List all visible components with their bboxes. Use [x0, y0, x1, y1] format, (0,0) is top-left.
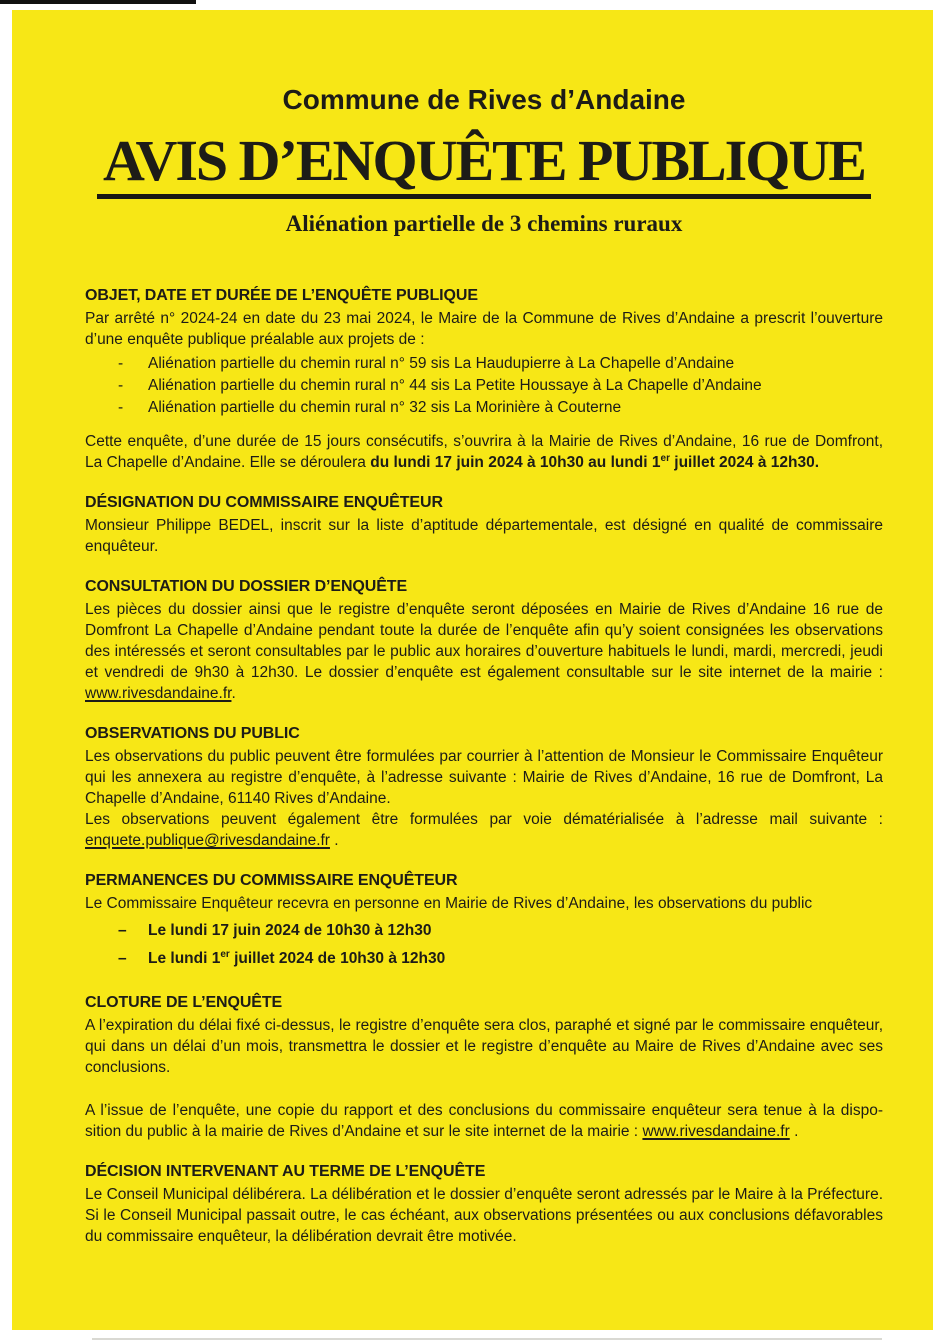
notice-section	[85, 287, 883, 473]
paragraph	[85, 308, 883, 350]
section-heading: OBJET, DATE ET DURÉE DE L’ENQUÊTE PUBLIQUE	[85, 287, 478, 304]
text-run: juillet 2024 de 10h30 à 12h30	[229, 950, 446, 967]
notice-section	[85, 872, 883, 973]
notice-section	[85, 994, 883, 1142]
link-www-rivesdandaine-fr[interactable]: www.rivesdandaine.fr	[85, 685, 232, 702]
list-item	[85, 397, 883, 419]
paragraph	[85, 431, 883, 473]
section-heading: CLOTURE DE L’ENQUÊTE	[85, 994, 283, 1011]
section-heading: DÉCISION INTERVENANT AU TERME DE L’ENQUÊTE	[85, 1163, 486, 1180]
list-item	[85, 353, 883, 375]
text-run: Par arrêté n° 2024-24 en date du 23 mai 2024, le Maire de la Commune de Rives d’Andaine a prescrit l’ouverture d’une enquête publique préalable aux projets de :	[85, 310, 883, 348]
list-item-text	[148, 353, 734, 375]
bullet-marker: -	[118, 355, 124, 372]
text-run: juillet 2024 à 12h30.	[669, 454, 820, 471]
bullet-list	[85, 353, 883, 419]
text-run: A l’issue de l’enquête, une copie du rapport et des conclusions du commissaire enquêteur sera tenue à la disposition du public à la mairie de Rives d’Andaine et sur le site internet de la mairie :	[85, 1102, 883, 1140]
scan-artifact-bottom-edge	[92, 1338, 882, 1340]
notice-content	[12, 84, 933, 1247]
section-heading: DÉSIGNATION DU COMMISSAIRE ENQUÊTEUR	[85, 494, 443, 511]
text-run: Aliénation partielle du chemin rural n° 44 sis La Petite Houssaye à La Chapelle d’Andaine	[148, 377, 762, 394]
notice-section	[85, 494, 883, 557]
superscript: er	[660, 452, 670, 464]
scan-artifact-top-edge	[0, 0, 196, 4]
text-run: Le lundi 1	[148, 950, 221, 967]
text-run	[661, 454, 670, 471]
text-run: Aliénation partielle du chemin rural n° 32 sis La Morinière à Couterne	[148, 399, 622, 416]
text-run: .	[329, 832, 339, 849]
section-heading: OBSERVATIONS DU PUBLIC	[85, 725, 300, 742]
text-run: Le Commissaire Enquêteur recevra en personne en Mairie de Rives d’Andaine, les observations du public	[85, 895, 813, 912]
bullet-marker: -	[118, 377, 124, 394]
text-run	[220, 950, 229, 967]
paragraph	[85, 809, 883, 851]
list-item-text	[148, 917, 431, 945]
link-enquete-publique-rivesdandaine-fr[interactable]: enquete.publique@rivesdandaine.fr	[85, 832, 330, 849]
paragraph	[85, 1015, 883, 1078]
section-heading: PERMANENCES DU COMMISSAIRE ENQUÊTEUR	[85, 872, 458, 889]
text-run: A l’expiration du délai fixé ci-dessus, le registre d’enquête sera clos, paraphé et signé par le commissaire enquêteur, qui dans un délai d’un mois, transmettra le dossier et le registre d’enquête au Maire de Rives d’Andaine avec ses conclusions.	[85, 1017, 883, 1076]
notice-page	[12, 10, 933, 1330]
sections-container	[85, 287, 883, 1247]
bullet-marker: -	[118, 399, 124, 416]
bullet-marker: –	[118, 950, 127, 967]
text-run: Monsieur Philippe BEDEL, inscrit sur la liste d’aptitude départementale, est désigné en qualité de commissaire enquêteur.	[85, 517, 883, 555]
list-item	[85, 945, 883, 973]
text-run: .	[231, 685, 236, 702]
section-heading: CONSULTATION DU DOSSIER D’ENQUÊTE	[85, 578, 408, 595]
notice-section	[85, 1163, 883, 1247]
text-run: Les pièces du dossier ainsi que le registre d’enquête seront déposées en Mairie de Rives d’Andaine 16 rue de Domfront La Chapelle d’Andaine pendant toute la durée de l’enquête afin qu’y soient consignées les observations des intéressés et seront consultables par le public aux horaires d’ouverture habituels le lundi, mardi, mercredi, jeudi et vendredi de 9h30 à 12h30. Le dossier d’enquête est également consultable sur le site internet de la mairie :	[85, 601, 883, 681]
list-item	[85, 917, 883, 945]
paragraph	[85, 746, 883, 809]
text-run: Les observations peuvent également être formulées par voie dématérialisée à l’adresse mail suivante :	[85, 811, 883, 828]
paragraph	[85, 1184, 883, 1247]
list-item-text	[148, 397, 621, 419]
text-run: du lundi 17 juin 2024 à 10h30 au lundi 1	[370, 454, 661, 471]
notice-section	[85, 725, 883, 851]
superscript: er	[220, 948, 230, 960]
paragraph	[85, 515, 883, 557]
notice-section	[85, 578, 883, 704]
link-www-rivesdandaine-fr[interactable]: www.rivesdandaine.fr	[642, 1123, 790, 1140]
paragraph	[85, 1100, 883, 1142]
text-run: Aliénation partielle du chemin rural n° 59 sis La Haudupierre à La Chapelle d’Andaine	[148, 355, 735, 372]
text-run: Le lundi 17 juin 2024 de 10h30 à 12h30	[148, 922, 432, 939]
commune-name: Commune de Rives d’Andaine	[282, 84, 686, 115]
bullet-marker: –	[118, 922, 127, 939]
text-run: Les observations du public peuvent être formulées par courrier à l’attention de Monsieur le Commissaire Enquêteur qui les annexera au registre d’enquête, à l’adresse suivante : Mairie de Rives d’Andaine, 16 rue de Domfront, La Chapelle d’Andaine, 61140 Rives d’Andaine.	[85, 748, 883, 807]
title-row	[85, 128, 883, 199]
paragraph	[85, 599, 883, 704]
notice-subtitle: Aliénation partielle de 3 chemins ruraux	[285, 211, 683, 236]
text-run: Le Conseil Municipal délibérera. La délibération et le dossier d’enquête seront adressés par le Maire à la Préfecture. Si le Conseil Municipal passait outre, le cas échéant, aux observations présentées ou aux conclusions défavorables du commissaire enquêteur, la délibération devrait être motivée.	[85, 1186, 883, 1245]
list-item	[85, 375, 883, 397]
paragraph	[85, 893, 883, 914]
text-run: Cette enquête, d’une durée de 15 jours consécutifs, s’ouvrira à la Mairie de Rives d’Andaine, 16 rue de Domfront, La Chapelle d’Andaine. Elle se déroulera	[85, 433, 883, 471]
list-item-text	[148, 945, 445, 973]
text-run: .	[789, 1123, 799, 1140]
list-item-text	[148, 375, 762, 397]
notice-title: AVIS D’ENQUÊTE PUBLIQUE	[97, 132, 871, 199]
bullet-list	[85, 917, 883, 973]
